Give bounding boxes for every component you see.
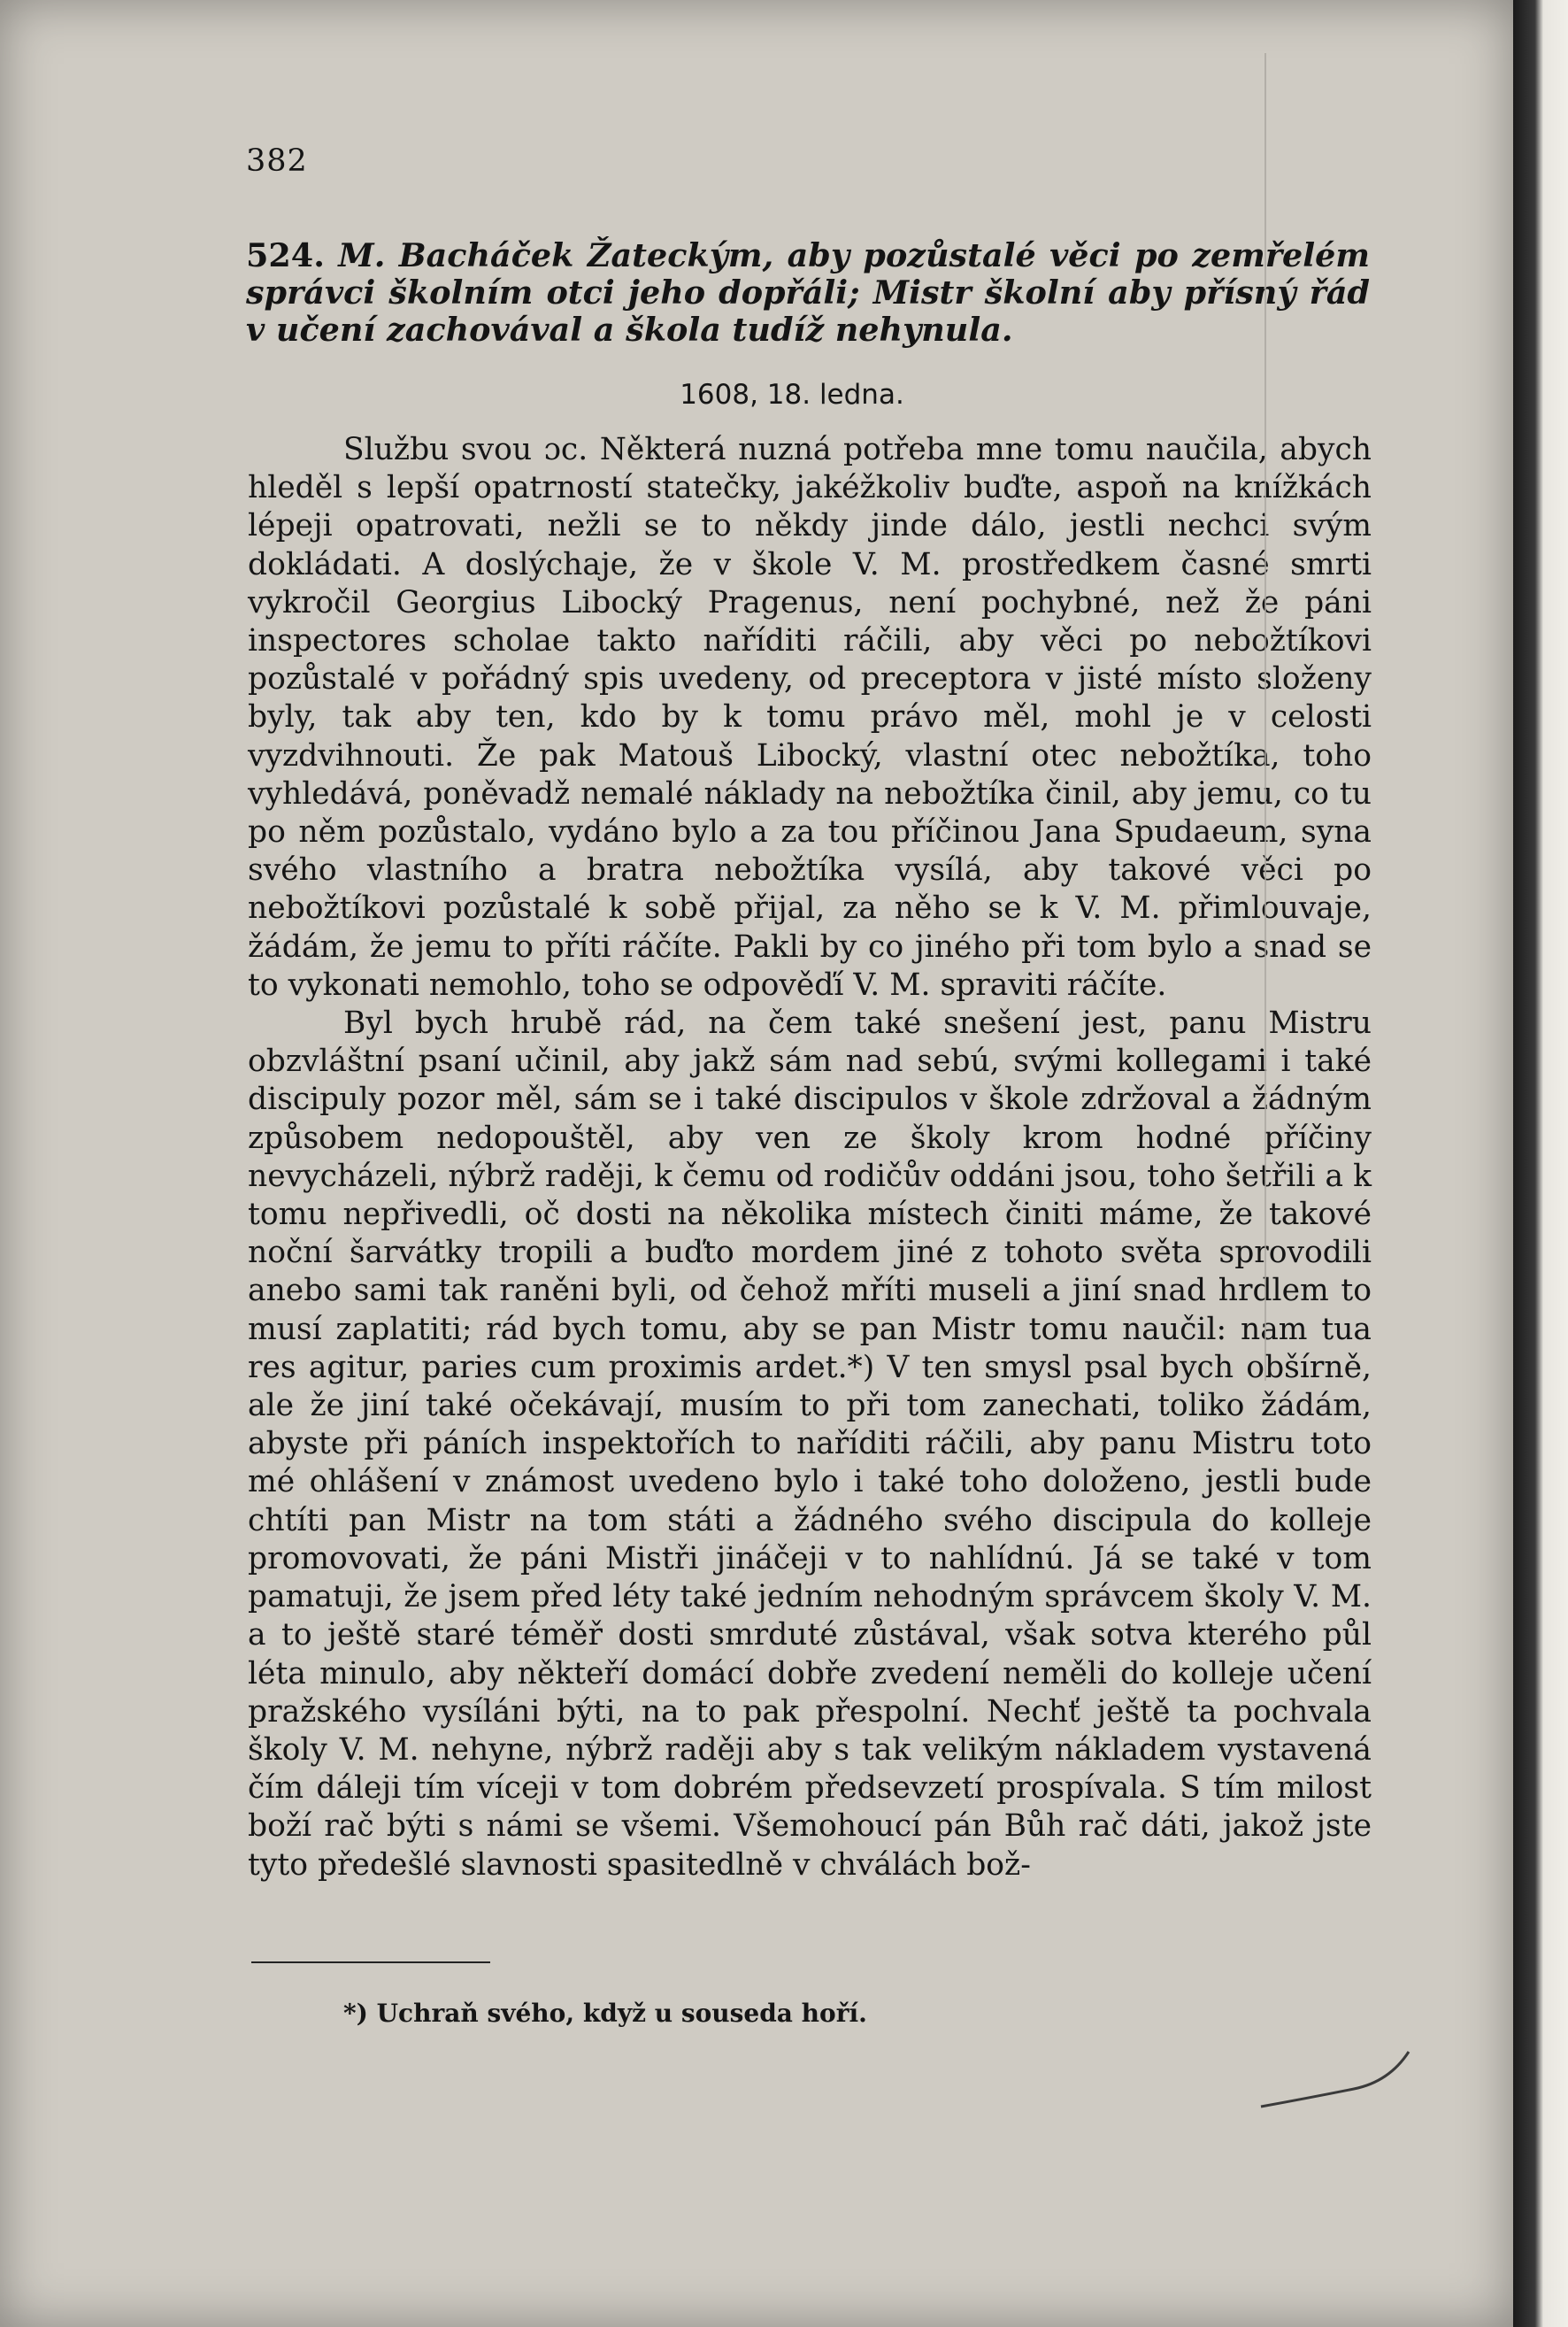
letter-body — [248, 431, 1372, 1884]
pencil-mark — [1257, 2045, 1416, 2115]
paragraph-2: Byl bych hrubě rád, na čem také snešení jest, panu Mistru obzvláštní psaní učinil, aby jakž sám nad sebú, svými kollegami i také discipuly pozor měl, sám se i také discipulos v škole zdržoval a žádným způsobem nedopouštěl, aby ven ze školy krom hodné příčiny nevycházeli, nýbrž raději, k čemu od rodičův oddáni jsou, toho šetřili a k tomu nepřivedli, oč dosti na několika místech činiti máme, že takové noční šarvátky tropili a buďto mordem jiné z tohoto světa sprovodili anebo sami tak raněni byli, od čehož mříti museli a jiní snad hrdlem to musí zaplatiti; rád bych tomu, aby se pan Mistr tomu naučil: nam tua res agitur, paries cum proximis ardet.*) V ten smysl psal bych obšírně, ale že jiní také očekávají, musím to při tom zanechati, toliko žádám, abyste při páních inspektořích to naříditi ráčili, aby panu Mistru toto mé ohlášení v známost uvedeno bylo i také toho doloženo, jestli bude chtíti pan Mistr na tom státi a žádného svého discipula do kolleje promovovati, že páni Mistři jináčeji v to nahlídnú. Já se také v tom pamatuji, že jsem před léty také jedním nehodným správcem školy V. M. a to ještě staré téměř dosti smrduté zůstával, však sotva kterého půl léta minulo, aby někteří domácí dobře zvedení neměli do kolleje učení pražského vysíláni býti, na to pak přespolní. Nechť ještě ta pochvala školy V. M. nehyne, nýbrž raději aby s tak velikým nákladem vystavená čím dáleji tím víceji v tom dobrém předsevzetí prospívala. S tím milost boží rač býti s námi se všemi. Všemohoucí pán Bůh rač dáti, jakož jste tyto předešlé slavnosti spasitedlně v chválách bož- — [248, 1006, 1372, 1883]
paragraph-1: Službu svou ɔc. Některá nuzná potřeba mne tomu naučila, abych hleděl s lepší opatrností statečky, jakéžkoliv buďte, aspoň na knížkách lépeji opatrovati, nežli se to někdy jinde dálo, jestli nechci svým dokládati. A doslýchaje, že v škole V. M. prostředkem časné smrti vykročil Georgius Libocký Pragenus, není pochybné, než že páni inspectores scholae takto naříditi ráčili, aby věci po nebožtíkovi pozůstalé v pořádný spis uvedeny, od preceptora v jisté místo složeny byly, tak aby ten, kdo by k tomu právo měl, mohl je v celosti vyzdvihnouti. Že pak Matouš Libocký, vlastní otec nebožtíka, toho vyhledává, poněvadž nemalé náklady na nebožtíka činil, aby jemu, co tu po něm pozůstalo, vydáno bylo a za tou příčinou Jana Spudaeum, syna svého vlastního a bratra nebožtíka vysílá, aby takové věci po nebožtíkovi pozůstalé k sobě přijal, za něho se k V. M. přimlouvaje, žádám, že jemu to příti ráčíte. Pakli by co jiného při tom bylo a snad se to vykonati nemohlo, toho se odpověďí V. M. spraviti ráčíte. — [248, 432, 1372, 1003]
footnote: *) Uchraň svého, když u souseda hoří. — [343, 1999, 867, 2028]
letter-heading — [246, 237, 1370, 349]
page-number: 382 — [246, 143, 308, 179]
letter-title: M. Bacháček Žateckým, aby pozůstalé věci po zemřelém správci školním otci jeho dopřáli; Mistr školní aby přísný řád v učení zachovával a škola tudíž nehynula. — [246, 236, 1370, 349]
scan-scratch — [1257, 53, 1274, 1381]
letter-number: 524. — [246, 236, 325, 274]
letter-date: 1608, 18. ledna. — [680, 379, 904, 411]
footnote-divider — [251, 1961, 490, 1963]
page-edge — [1513, 0, 1568, 2327]
